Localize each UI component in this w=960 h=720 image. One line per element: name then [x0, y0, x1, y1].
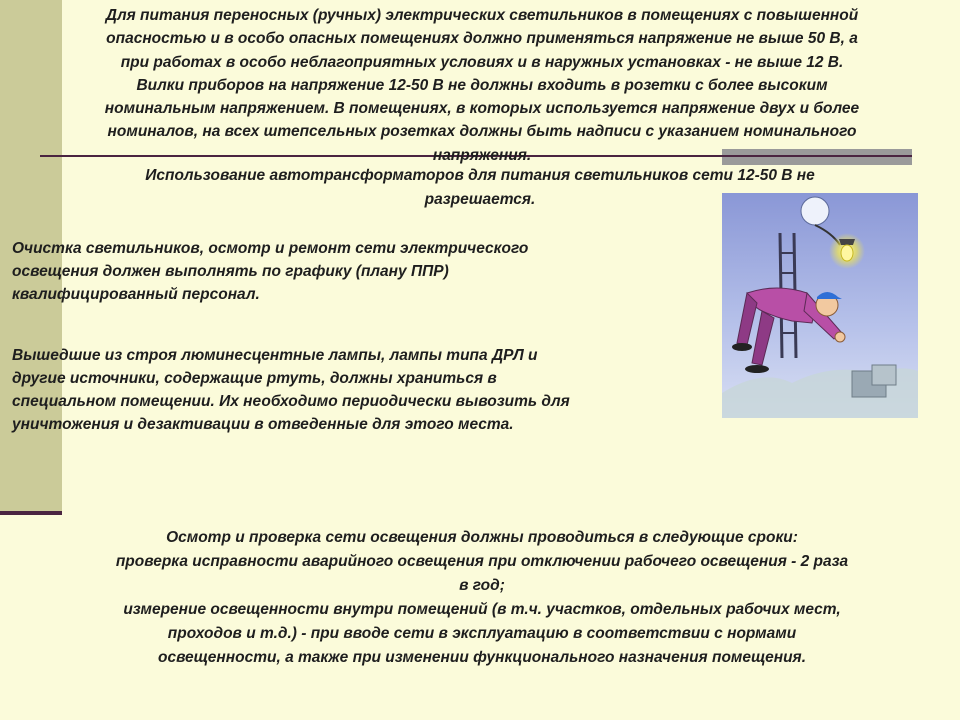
text-line: Вилки приборов на напряжение 12-50 В не должны входить в розетки с более высоким [136, 76, 828, 94]
text-line: проходов и т.д.) - при вводе сети в эксплуатацию в соответствии с нормами [167, 625, 797, 642]
text-line: Для питания переносных (ручных) электрических светильников в помещениях с повышенной [105, 7, 859, 24]
text-line: номиналов, на всех штепсельных розетках должны быть надписи с указанием номинального [107, 123, 857, 141]
text-line: проверка исправности аварийного освещения при отключении рабочего освещения - 2 раза [115, 553, 849, 570]
text-line: разрешается. [424, 191, 536, 208]
text-line: при работах в особо неблагоприятных условиях и в наружных установках - не выше 12 В. [120, 53, 844, 71]
paragraph-voltage-requirements [22, 4, 942, 167]
text-line: специальном помещении. Их необходимо периодически вывозить для [12, 393, 570, 410]
text-line: квалифицированный персонал. [12, 286, 260, 303]
text-line: в год; [459, 577, 505, 594]
text-line: освещения должен выполнять по графику (плану ППР) [12, 263, 449, 280]
text-line: Вышедшие из строя люминесцентные лампы, лампы типа ДРЛ и [12, 347, 538, 364]
text-line: Осмотр и проверка сети освещения должны проводиться в следующие сроки: [166, 529, 798, 546]
text-line: Использование автотрансформаторов для питания светильников сети 12-50 В не [145, 167, 815, 184]
text-line: Очистка светильников, осмотр и ремонт сети электрического [12, 240, 529, 257]
left-band-rule [0, 511, 62, 515]
text-line: уничтожения и дезактивации в отведенные для этого места. [12, 416, 514, 433]
text-line: другие источники, содержащие ртуть, должны храниться в [12, 370, 497, 387]
text-line: напряжения. [432, 146, 532, 164]
text-line: измерение освещенности внутри помещений (в т.ч. участков, отдельных рабочих мест, [123, 601, 841, 618]
worker-ladder-illustration [722, 193, 918, 418]
text-line: номинальным напряжением. В помещениях, в которых используется напряжение двух и более [104, 100, 860, 118]
paragraph-lamp-disposal [12, 344, 712, 436]
paragraph-inspection-schedule [22, 526, 942, 670]
text-line: освещенности, а также при изменении функционального назначения помещения. [157, 649, 806, 666]
paragraph-maintenance [12, 237, 702, 306]
text-line: опасностью и в особо опасных помещениях должно применяться напряжение не выше 50 В, а [106, 30, 858, 48]
